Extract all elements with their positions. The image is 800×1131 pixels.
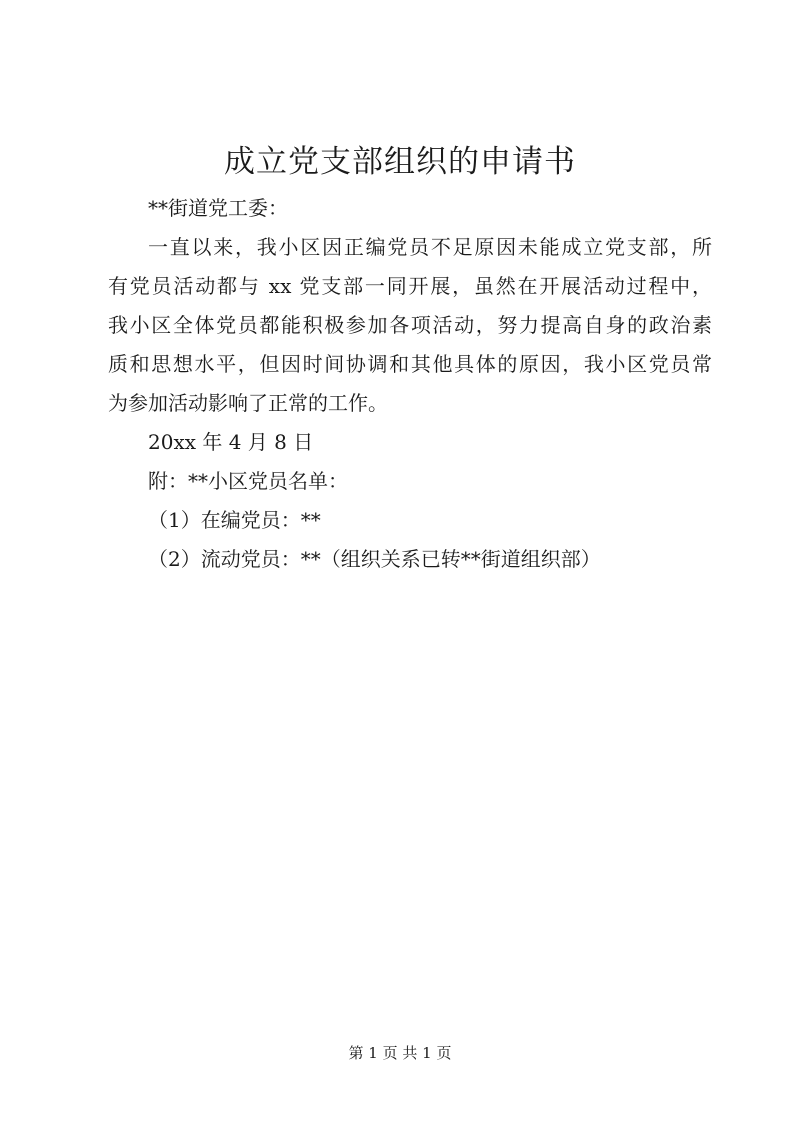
document-body <box>108 192 712 575</box>
paragraph-line-4: 质和思想水平，但因时间协调和其他具体的原因，我小区党员常 <box>108 352 712 376</box>
document-title: 成立党支部组织的申请书 <box>224 144 576 180</box>
salutation: **街道党工委： <box>148 196 288 220</box>
paragraph-line-2: 有党员活动都与 xx 党支部一同开展，虽然在开展活动过程中， <box>108 274 712 298</box>
page-footer: 第 1 页 共 1 页 <box>348 1044 452 1062</box>
paragraph-line-1: 一直以来，我小区因正编党员不足原因未能成立党支部，所 <box>148 235 712 259</box>
list-item: （1）在编党员：** <box>148 508 321 532</box>
document-date: 20xx 年 4 月 8 日 <box>148 430 314 454</box>
attachment-heading: 附：**小区党员名单： <box>148 469 348 493</box>
paragraph-line-5: 为参加活动影响了正常的工作。 <box>108 391 388 415</box>
list-item: （2）流动党员：**（组织关系已转**街道组织部） <box>148 547 601 571</box>
paragraph-line-3: 我小区全体党员都能积极参加各项活动，努力提高自身的政治素 <box>108 313 712 337</box>
